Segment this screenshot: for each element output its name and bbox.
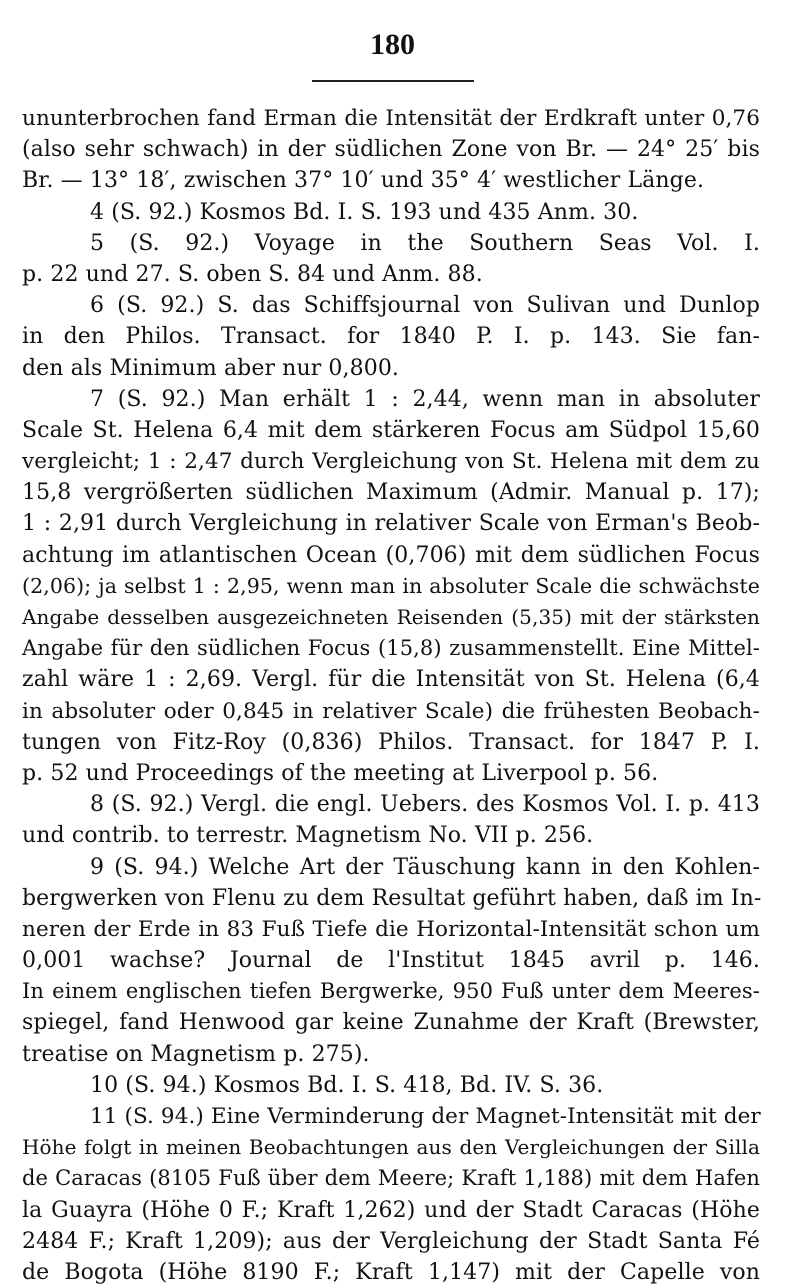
text-line: treatise on Magnetism p. 275). <box>22 1041 370 1067</box>
text-line: den als Minimum aber nur 0,800. <box>22 355 400 381</box>
text-line: (also sehr schwach) in der südlichen Zone von Br. — 24° 25′ bis <box>22 137 760 163</box>
text-line: de Bogota (Höhe 8190 F.; Kraft 1,147) mit der Capelle von <box>22 1259 760 1285</box>
text-line: 1 : 2,91 durch Vergleichung in relativer Scale von Erman's Beob- <box>22 511 760 537</box>
header-rule <box>312 80 474 82</box>
text-line: Angabe für den südlichen Focus (15,8) zusammenstellt. Eine Mittel- <box>22 636 760 661</box>
page-number: 180 <box>370 28 415 61</box>
text-line: Br. — 13° 18′, zwischen 37° 10′ und 35° 4′ westlicher Länge. <box>22 168 705 194</box>
text-line: 4 (S. 92.) Kosmos Bd. I. S. 193 und 435 Anm. 30. <box>90 199 639 225</box>
text-line: Höhe folgt in meinen Beobachtungen aus den Vergleichungen der Silla <box>22 1135 760 1160</box>
text-line: bergwerken von Flenu zu dem Resultat geführt haben, daß im In- <box>22 885 762 911</box>
footnote-text <box>22 103 760 1288</box>
text-line: 15,8 vergrößerten südlichen Maximum (Admir. Manual p. 17); <box>22 480 760 506</box>
text-line: 0,001 wachse? Journal de l'Institut 1845 avril p. 146. <box>22 948 760 974</box>
text-line: 8 (S. 92.) Vergl. die engl. Uebers. des Kosmos Vol. I. p. 413 <box>90 792 760 818</box>
text-line: 5 (S. 92.) Voyage in the Southern Seas Vol. I. <box>90 230 760 256</box>
text-line: 2484 F.; Kraft 1,209); aus der Vergleichung der Stadt Santa Fé <box>22 1228 760 1254</box>
text-line: achtung im atlantischen Ocean (0,706) mit dem südlichen Focus <box>22 542 760 568</box>
text-line: la Guayra (Höhe 0 F.; Kraft 1,262) und der Stadt Caracas (Höhe <box>22 1197 760 1223</box>
text-line: 11 (S. 94.) Eine Verminderung der Magnet-Intensität mit der <box>90 1104 761 1129</box>
text-line: ununterbrochen fand Erman die Intensität der Erdkraft unter 0,76 <box>22 106 760 131</box>
text-line: und contrib. to terrestr. Magnetism No. VII p. 256. <box>22 823 594 849</box>
text-line: in absoluter oder 0,845 in relativer Scale) die frühesten Beobach- <box>22 698 760 724</box>
text-line: p. 52 und Proceedings of the meeting at Liverpool p. 56. <box>22 760 659 786</box>
text-line: 6 (S. 92.) S. das Schiffsjournal von Sulivan und Dunlop <box>90 293 760 319</box>
text-line: 7 (S. 92.) Man erhält 1 : 2,44, wenn man in absoluter <box>90 386 760 412</box>
text-line: 9 (S. 94.) Welche Art der Täuschung kann in den Kohlen- <box>90 854 760 880</box>
text-line: neren der Erde in 83 Fuß Tiefe die Horizontal-Intensität schon um <box>22 916 760 942</box>
text-line: 10 (S. 94.) Kosmos Bd. I. S. 418, Bd. IV. S. 36. <box>90 1072 604 1098</box>
text-line: Scale St. Helena 6,4 mit dem stärkeren Focus am Südpol 15,60 <box>22 417 760 443</box>
text-line: In einem englischen tiefen Bergwerke, 950 Fuß unter dem Meeres- <box>22 979 760 1004</box>
text-line: tungen von Fitz-Roy (0,836) Philos. Transact. for 1847 P. I. <box>22 729 760 755</box>
text-line: de Caracas (8105 Fuß über dem Meere; Kraft 1,188) mit dem Hafen <box>22 1166 760 1191</box>
text-line: in den Philos. Transact. for 1840 P. I. p. 143. Sie fan- <box>22 324 760 350</box>
text-line: vergleicht; 1 : 2,47 durch Vergleichung von St. Helena mit dem zu <box>22 449 760 475</box>
text-line: spiegel, fand Henwood gar keine Zunahme der Kraft (Brewster, <box>22 1010 760 1036</box>
text-line: Angabe desselben ausgezeichneten Reisenden (5,35) mit der stärksten <box>22 605 760 629</box>
text-line: zahl wäre 1 : 2,69. Vergl. für die Intensität von St. Helena (6,4 <box>22 667 760 693</box>
text-line: (2,06); ja selbst 1 : 2,95, wenn man in absoluter Scale die schwächste <box>22 573 760 598</box>
text-line: p. 22 und 27. S. oben S. 84 und Anm. 88. <box>22 261 483 287</box>
